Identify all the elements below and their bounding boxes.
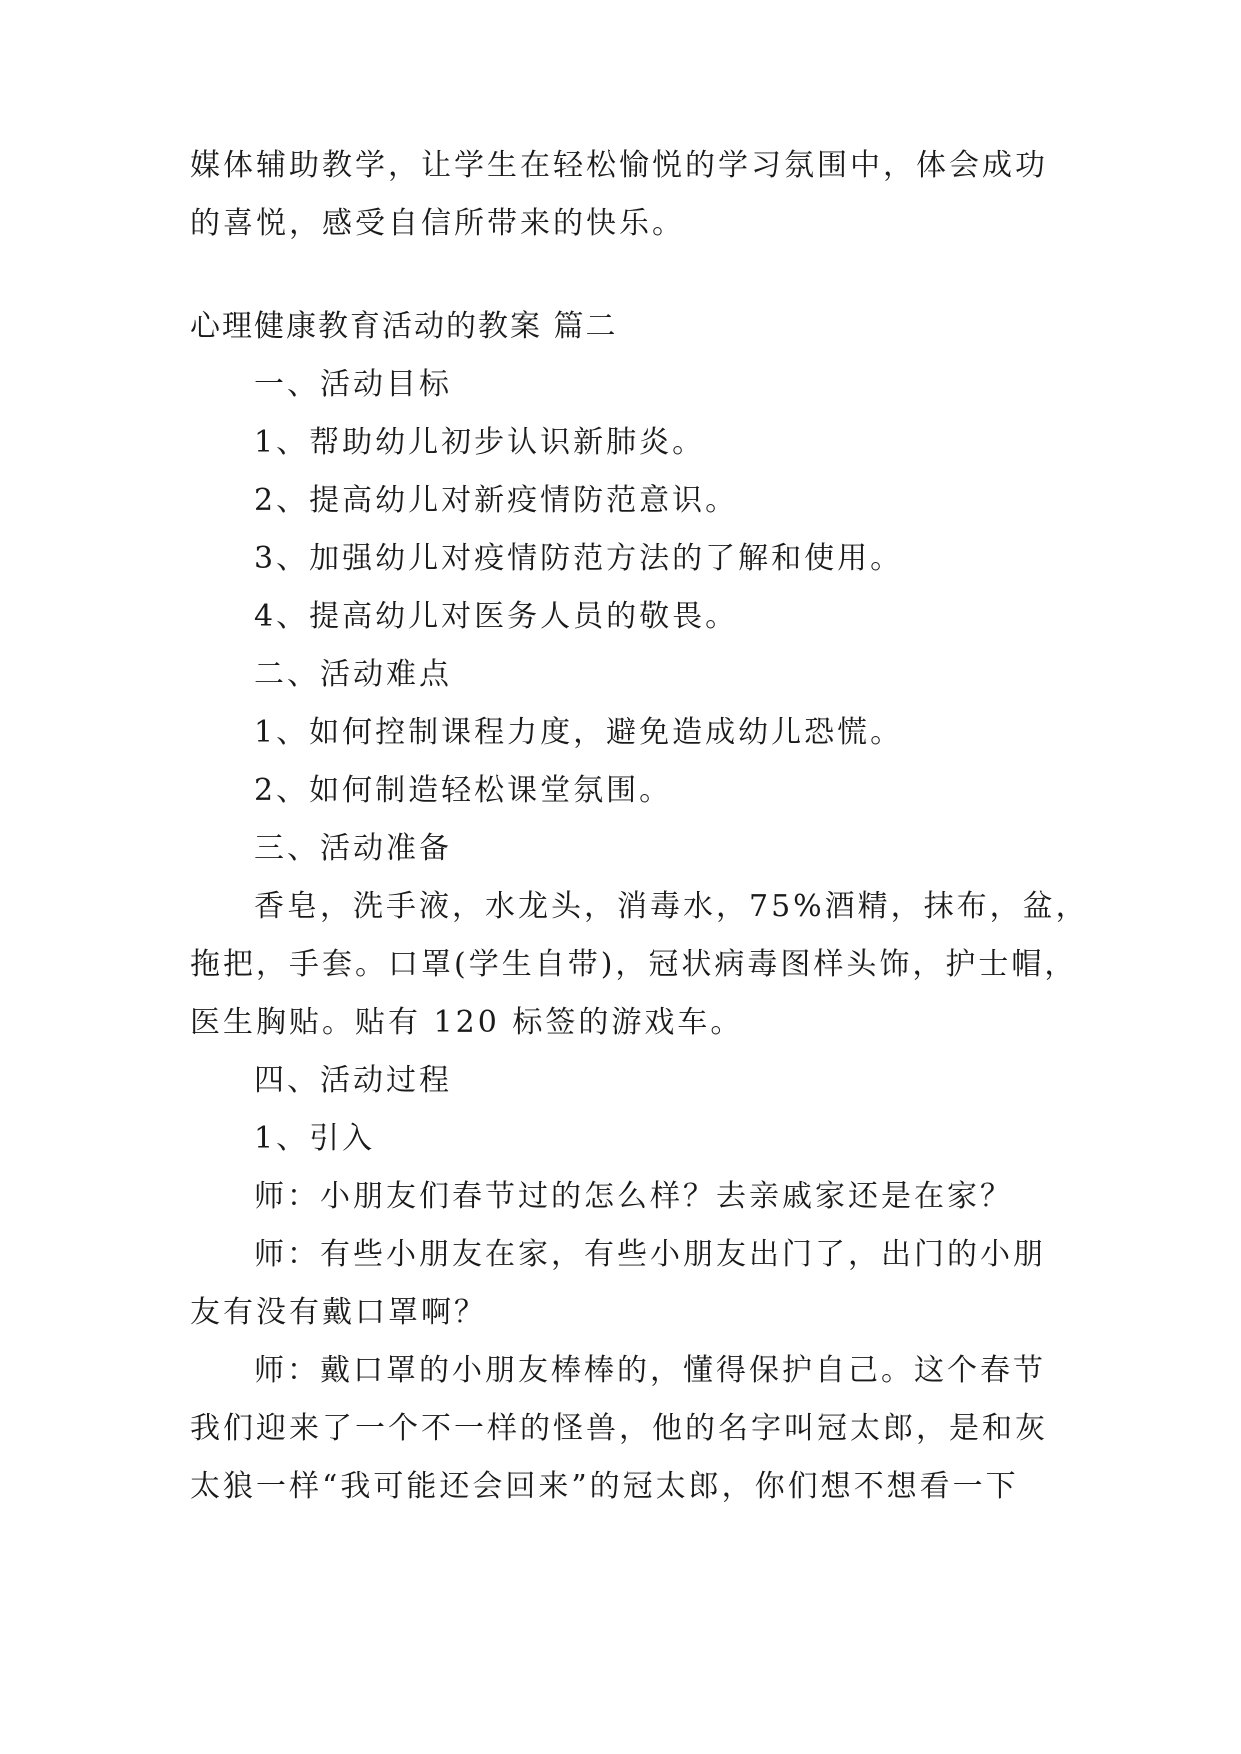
- dialogue-line-3: 师：戴口罩的小朋友棒棒的，懂得保护自己。这个春节: [254, 1353, 1046, 1388]
- dialogue-line-3-cont-2: 太狼一样“我可能还会回来”的冠太郎，你们想不想看一下: [190, 1469, 1019, 1504]
- difficulties-heading: 二、活动难点: [254, 657, 452, 692]
- section-title: 心理健康教育活动的教案 篇二: [190, 309, 618, 344]
- preparation-line-2: 拖把，手套。口罩(学生自带)，冠状病毒图样头饰，护士帽，: [190, 947, 1078, 982]
- process-heading: 四、活动过程: [254, 1063, 452, 1098]
- intro-paragraph: [190, 137, 1070, 253]
- goal-item-4: 4、提高幼儿对医务人员的敬畏。: [254, 599, 739, 634]
- goal-item-3: 3、加强幼儿对疫情防范方法的了解和使用。: [254, 541, 904, 576]
- difficulty-item-2: 2、如何制造轻松课堂氛围。: [254, 773, 673, 808]
- dialogue-line-2-cont: 友有没有戴口罩啊？: [190, 1295, 487, 1330]
- section-body: [190, 298, 1089, 1516]
- dialogue-line-2: 师：有些小朋友在家，有些小朋友出门了，出门的小朋: [254, 1237, 1046, 1272]
- goal-item-1: 1、帮助幼儿初步认识新肺炎。: [254, 425, 706, 460]
- preparation-heading: 三、活动准备: [254, 831, 452, 866]
- goal-item-2: 2、提高幼儿对新疫情防范意识。: [254, 483, 739, 518]
- goals-heading: 一、活动目标: [254, 367, 452, 402]
- intro-line-2: 的喜悦，感受自信所带来的快乐。: [190, 206, 685, 241]
- intro-line-1: 媒体辅助教学，让学生在轻松愉悦的学习氛围中，体会成功: [190, 148, 1048, 183]
- dialogue-line-3-cont-1: 我们迎来了一个不一样的怪兽，他的名字叫冠太郎，是和灰: [190, 1411, 1048, 1446]
- preparation-line-1: 香皂，洗手液，水龙头，消毒水，75%酒精，抹布，盆，: [254, 889, 1089, 924]
- dialogue-line-1: 师：小朋友们春节过的怎么样？去亲戚家还是在家？: [254, 1179, 1013, 1214]
- preparation-line-3: 医生胸贴。贴有 120 标签的游戏车。: [190, 1005, 744, 1040]
- difficulty-item-1: 1、如何控制课程力度，避免造成幼儿恐慌。: [254, 715, 904, 750]
- process-step-1: 1、引入: [254, 1121, 376, 1156]
